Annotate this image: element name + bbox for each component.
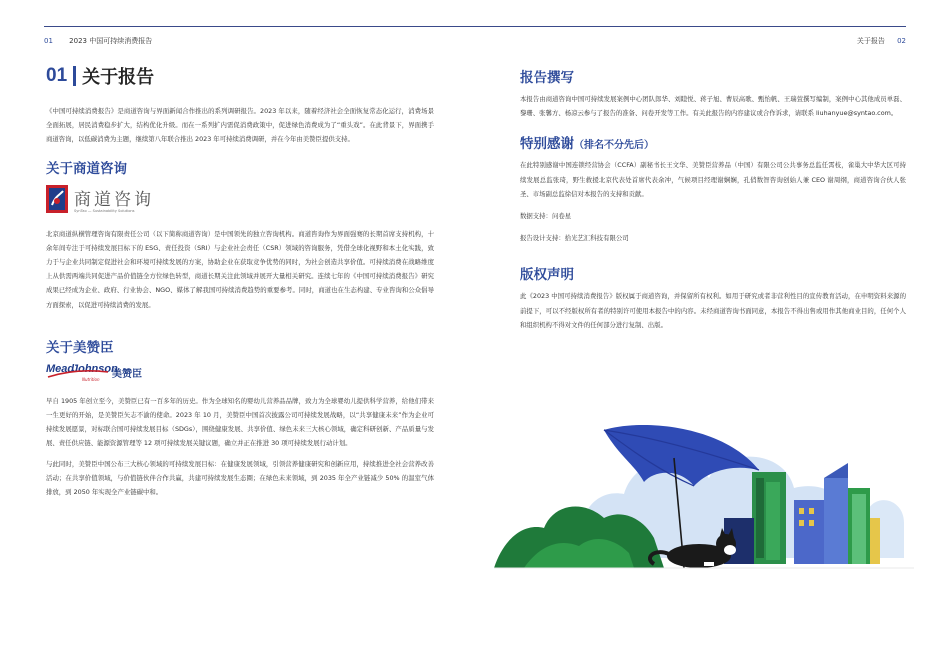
mj-logo-johnson: Johnson [72,362,118,375]
chapter-heading: 关于报告 [82,67,155,88]
design-support: 报告设计支持：拾光艺汇科技有限公司 [520,234,629,243]
page-header [44,26,906,46]
thanks-heading-sub: （排名不分先后） [574,140,654,152]
copyright-paragraph: 此《2023 中国可持续消费报告》版权属于商道咨询，并保留所有权利。如用于研究或者非营利性目的宣传教育活动，在申明资料来源的前提下，可以不经版权所有者的特别许可使用本报告中的内容。未经商道咨询书面同意，本报告不得出售或用作其他商业目的，任何个人和组织机构不得对文件的任何部分进行复制、出版。 [520,292,906,329]
mj-logo-mead: Mead [46,362,75,375]
syntao-logo-tagline: SynTao — Sustainability Solutions [74,208,135,213]
header-page-num-right: 02 [897,37,906,45]
header-right [857,36,906,46]
mj-logo-nutrition: Nutrition [82,376,100,382]
syntao-logo-text: 商道咨询 [74,189,154,210]
mj-swoosh-icon [46,362,110,384]
header-left [44,36,152,46]
umbrella-city-cat-illustration [494,408,914,584]
left-column [46,62,434,505]
mj-paragraph-1: 早自 1905 年创立至今，美赞臣已有一百多年的历史。作为全球知名的婴幼儿营养品品牌，致力为全球婴幼儿提供科学营养，给他们带来一生更好的开始，是美赞臣矢志不渝的使命。2023 年 10 月，美赞臣中国首次披露公司可持续发展战略，以“共享健康未来”作为企业可持续发展愿景，对标联合国可持续发展目标（SDGs），围绕健康发展、共享价值、绿色未来三大核心领域，确定科研创新、产品质量与发展、责任供应链、能源资源管理等 12 项可持续发展关键议题，确立并正在推进 30 项可持续发展行动计划。 [46,396,434,448]
right-column [520,62,906,338]
mj-logo [46,362,186,384]
data-support: 数据支持：问卷星 [520,212,572,221]
thanks-heading [520,132,906,152]
syntao-heading: 关于商道咨询 [46,160,127,177]
syntao-logo [46,183,166,219]
mj-logo-cn: 美赞臣 [112,368,142,380]
header-page-num-left: 01 [44,37,53,45]
mj-paragraph-2: 与此同时，美赞臣中国公布三大核心领域的可持续发展目标：在健康发展领域，引领营养健康研究和创新应用，持续推进全社会营养改善活动；在共享价值领域，与价值链伙伴合作共赢，共建可持续发展生态圈；在绿色未来领域，到 2035 年全产业链减少 50% 的温室气体排放，到 2050 年实现全产业链碳中和。 [46,459,434,497]
chapter-title [46,62,434,90]
chapter-divider [73,66,76,86]
intro-paragraph: 《中国可持续消费报告》是商道咨询与界面新闻合作推出的系列调研报告。2023 年以来，随着经济社会全面恢复常态化运行，消费场景全面拓展，居民消费稳步扩大，结构优化升级。而在一系列扩内需促消费政策中，促进绿色消费成为了“重头戏”。在此背景下，界面携手商道咨询，以低碳消费为主题，继续第八年联合推出 2023 年可持续消费调研，并在今年由美赞臣提供支持。 [46,107,434,144]
mj-heading: 关于美赞臣 [46,339,114,356]
writing-heading: 报告撰写 [520,70,574,86]
chapter-number: 01 [46,65,68,86]
syntao-paragraph: 北京商道纵横管理咨询有限责任公司（以下简称商道咨询）是中国领先的独立咨询机构。商道咨询作为界面强赛的长期首席支持机构，十余年间专注于可持续发展目标下的 ESG、责任投资（SRI）与企业社会责任（CSR）领域的咨询服务，凭借全球化视野和本土化实践，致力于与企业共同制定促进社会和环境可持续发展的方案，协助企业在获取竞争优势的同时，为社会创造共享价值。可持续消费在战略维度上从供需两端共同促进产品价值链全方位绿色转型，商道长期关注此领域并展开大量相关研究。连续七年的《中国可持续消费报告》研究成果已经成为企业、政府、行业协会、NGO、媒体了解我国可持续消费趋势的重要参考。同时，商道也在生态构建、专业咨询和公众倡导方面探索，以促进可持续消费的发展。 [46,229,434,309]
thanks-paragraph: 在此特别感谢中国连锁经营协会（CCFA）副秘书长王文华、美赞臣营养品（中国）有限公司公共事务总监任霄枝，雀巢大中华大区可持续发展总监张琦，野生救援北京代表处首席代表余冲，气候项目经理谢娴娴，孔俏数智咨询创始人兼 CEO 谢周纲，商道咨询合伙人张圣、市场副总监徐信对本报告的支持和贡献。 [520,161,906,198]
illustration [494,408,914,584]
writing-paragraph: 本报告由商道咨询中国可持续发展案例中心团队郎华、刘睦悦、蒋子旭、曹辰高歌、甄怡帆、王瑞萱撰写编制，案例中心其他成员单磊、黎珊、张馨方、杨凉云参与了报告的准备、问卷开发等工作。有关此报告的内容建议或合作诉求，请联系 liuhanyue@syntao.com。 [520,95,906,118]
header-section-title: 关于报告 [856,37,885,45]
copyright-heading: 版权声明 [520,267,574,284]
thanks-heading-main: 特别感谢 [520,136,574,153]
header-report-title: 2023 中国可持续消费报告 [69,37,153,45]
